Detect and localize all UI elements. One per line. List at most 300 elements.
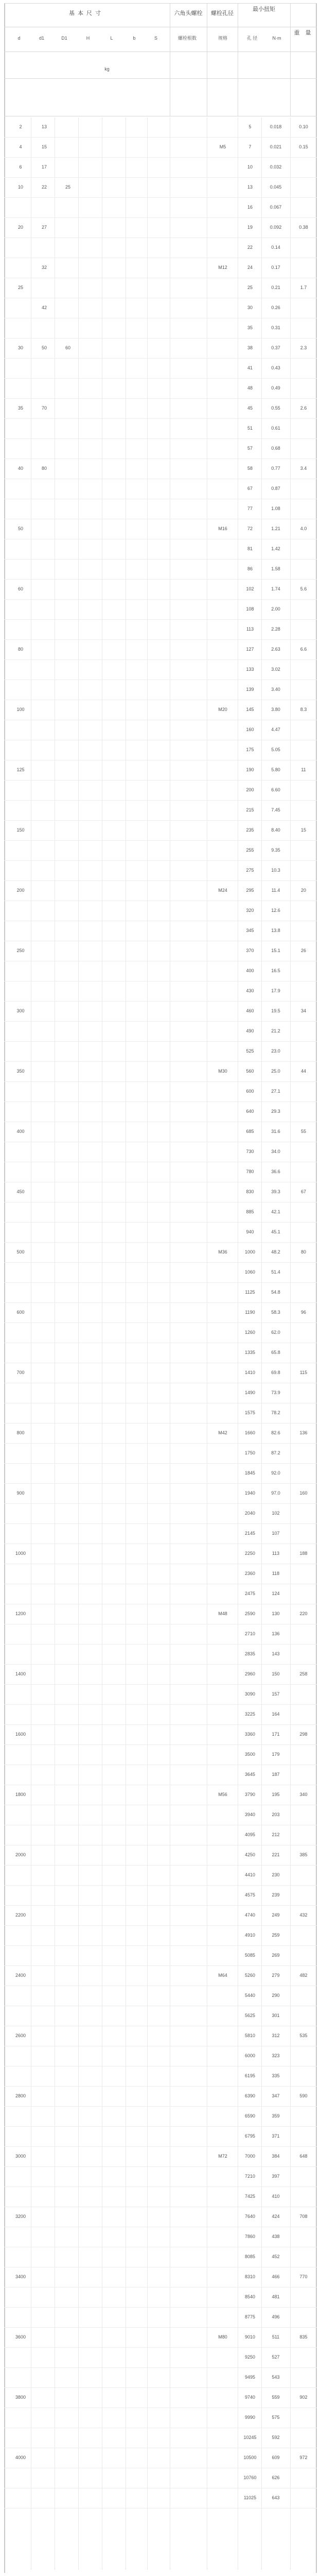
cell-f: 8310 [244, 2274, 256, 2279]
cell-tq: 0.61 [271, 426, 280, 431]
table-row [4, 801, 317, 821]
table-row [4, 1202, 317, 1223]
cell-tq: 34.0 [271, 1149, 280, 1154]
cell-f: 460 [246, 1008, 254, 1013]
cell-f: 8540 [244, 2294, 256, 2299]
cell-d1: 70 [41, 405, 47, 411]
cell-tq: 29.3 [271, 1109, 280, 1114]
cell-d: 1200 [15, 1611, 26, 1616]
table-row [4, 861, 317, 881]
cell-f: 175 [246, 747, 254, 752]
table-row [4, 1564, 317, 1584]
table-body [4, 117, 317, 2570]
cell-d: 1600 [15, 1732, 26, 1737]
cell-w: 26 [300, 948, 306, 953]
cell-f: 400 [246, 968, 254, 973]
cell-f: 9740 [244, 2395, 256, 2400]
cell-D1: 60 [65, 345, 70, 350]
cell-tq: 25.0 [271, 1069, 280, 1074]
cell-f: 3225 [244, 1711, 256, 1717]
cell-w: 67 [300, 1189, 306, 1194]
cell-tq: 312 [272, 2033, 280, 2038]
cell-tq: 45.1 [271, 1229, 280, 1234]
cell-f: 4250 [244, 1852, 256, 1857]
cell-spec: M56 [218, 1792, 227, 1797]
cell-d1: 13 [41, 124, 47, 129]
col-label-S: S [154, 36, 157, 41]
cell-f: 1845 [244, 1470, 256, 1476]
table-row [4, 178, 317, 198]
cell-f: 139 [246, 687, 254, 692]
table-row [4, 539, 317, 560]
cell-f: 6195 [244, 2073, 256, 2078]
cell-w: 258 [299, 1671, 308, 1676]
cell-f: 9010 [244, 2334, 256, 2340]
table-row [4, 1464, 317, 1484]
cell-f: 295 [246, 888, 254, 893]
table-row [4, 399, 317, 419]
cell-f: 1660 [244, 1430, 256, 1435]
cell-tq: 10.3 [271, 868, 280, 873]
cell-d: 1000 [15, 1551, 26, 1556]
cell-tq: 124 [272, 1591, 280, 1596]
cell-tq: 543 [272, 2375, 280, 2380]
cell-d1: 22 [41, 184, 47, 190]
force-label-spec: 规格 [218, 36, 227, 41]
cell-tq: 17.9 [271, 988, 280, 993]
cell-tq: 15.1 [271, 948, 280, 953]
table-row [4, 720, 317, 740]
cell-tq: 643 [272, 2495, 280, 2500]
cell-tq: 136 [272, 1631, 280, 1636]
cell-tq: 179 [272, 1752, 280, 1757]
cell-f: 4095 [244, 1832, 256, 1837]
cell-f: 2250 [244, 1551, 256, 1556]
table-row [4, 379, 317, 399]
cell-d: 300 [16, 1008, 25, 1013]
cell-tq: 7.45 [271, 807, 280, 812]
table-row [4, 1886, 317, 1906]
cell-f: 5810 [244, 2033, 256, 2038]
cell-f: 3940 [244, 1812, 256, 1817]
table-row [4, 117, 317, 138]
cell-f: 16 [247, 205, 253, 210]
cell-w: 115 [299, 1370, 308, 1375]
cell-w: 5.6 [300, 586, 307, 591]
cell-tq: 0.032 [270, 164, 282, 170]
cell-d: 6 [19, 164, 22, 170]
cell-f: 9990 [244, 2415, 256, 2420]
table-row [4, 941, 317, 961]
cell-f: 1750 [244, 1450, 256, 1455]
table-row [4, 1524, 317, 1544]
cell-f: 200 [246, 787, 254, 792]
cell-f: 51 [247, 426, 253, 431]
table-row [4, 760, 317, 781]
table-row [4, 1323, 317, 1343]
header-mass: 重 量 [294, 30, 313, 36]
cell-f: 370 [246, 948, 254, 953]
cell-tq: 82.6 [271, 1430, 280, 1435]
cell-w: 298 [299, 1732, 308, 1737]
table-row [4, 1383, 317, 1403]
cell-f: 81 [247, 546, 253, 551]
table-row [4, 961, 317, 981]
cell-f: 2960 [244, 1671, 256, 1676]
cell-spec: M42 [218, 1430, 227, 1435]
cell-f: 7860 [244, 2234, 256, 2239]
cell-f: 3790 [244, 1792, 256, 1797]
cell-tq: 150 [272, 1671, 280, 1676]
table-row [4, 519, 317, 539]
cell-tq: 164 [272, 1711, 280, 1717]
cell-spec: M24 [218, 888, 227, 893]
table-row [4, 781, 317, 801]
table-row [4, 620, 317, 640]
cell-f: 730 [246, 1149, 254, 1154]
cell-tq: 0.14 [271, 245, 280, 250]
cell-tq: 0.045 [270, 184, 282, 190]
table-row [4, 2488, 317, 2509]
cell-f: 345 [246, 928, 254, 933]
cell-tq: 48.2 [271, 1249, 280, 1255]
table-row [4, 2227, 317, 2247]
table-row [4, 1223, 317, 1243]
cell-tq: 0.37 [271, 345, 280, 350]
table-row [4, 1343, 317, 1363]
header-divider-4 [290, 3, 291, 116]
cell-f: 7 [248, 144, 252, 149]
cell-d: 40 [17, 466, 23, 471]
table-row [4, 2026, 317, 2046]
cell-f: 11025 [243, 2495, 257, 2500]
cell-tq: 0.43 [271, 365, 280, 370]
table-row [4, 298, 317, 318]
cell-f: 13 [247, 184, 253, 190]
cell-tq: 62.0 [271, 1330, 280, 1335]
cell-d: 25 [17, 285, 23, 290]
cell-d: 400 [16, 1129, 25, 1134]
col-label-b: b [133, 36, 136, 41]
cell-f: 4910 [244, 1933, 256, 1938]
cell-f: 1190 [245, 1310, 255, 1315]
table-row [4, 1745, 317, 1765]
table-row [4, 1544, 317, 1564]
table-row [4, 1946, 317, 1966]
table-row [4, 1484, 317, 1504]
cell-tq: 113 [272, 1551, 280, 1556]
table-row [4, 2127, 317, 2147]
cell-d1: 50 [41, 345, 47, 350]
cell-f: 7000 [244, 2154, 256, 2159]
cell-spec: M12 [218, 265, 227, 270]
cell-tq: 466 [272, 2274, 280, 2279]
cell-f: 6000 [244, 2053, 256, 2058]
cell-d: 3800 [15, 2395, 26, 2400]
table-row [4, 1403, 317, 1423]
cell-tq: 323 [272, 2053, 280, 2058]
cell-f: 940 [246, 1229, 254, 1234]
table-row [4, 1002, 317, 1022]
table-row [4, 1062, 317, 1082]
table-row [4, 1263, 317, 1283]
table-row [4, 1805, 317, 1825]
cell-f: 35 [247, 325, 253, 330]
cell-d: 2800 [15, 2093, 26, 2098]
cell-d1: 27 [41, 225, 47, 230]
cell-tq: 107 [272, 1531, 280, 1536]
cell-f: 9250 [244, 2354, 256, 2360]
cell-f: 7640 [244, 2214, 256, 2219]
table-row [4, 1845, 317, 1866]
cell-tq: 157 [272, 1691, 280, 1697]
cell-f: 127 [246, 647, 254, 652]
cell-f: 5 [248, 124, 252, 129]
cell-f: 5440 [244, 1993, 256, 1998]
cell-tq: 371 [272, 2133, 280, 2139]
cell-tq: 23.0 [271, 1048, 280, 1054]
cell-f: 19 [247, 225, 253, 230]
cell-f: 10500 [243, 2455, 257, 2460]
table-row [4, 1042, 317, 1062]
table-row [4, 1866, 317, 1886]
cell-f: 3645 [244, 1772, 256, 1777]
table-row [4, 2388, 317, 2408]
cell-d: 35 [17, 405, 23, 411]
table-row [4, 1122, 317, 1142]
cell-tq: 0.021 [270, 144, 282, 149]
cell-f: 4740 [244, 1912, 256, 1918]
cell-d: 2400 [15, 1973, 26, 1978]
cell-tq: 39.3 [271, 1189, 280, 1194]
cell-tq: 187 [272, 1772, 280, 1777]
cell-f: 3090 [244, 1691, 256, 1697]
table-row [4, 1283, 317, 1303]
table-row [4, 1142, 317, 1162]
cell-w: 55 [300, 1129, 306, 1134]
cell-f: 24 [247, 265, 253, 270]
cell-f: 2040 [244, 1511, 256, 1516]
cell-d: 3000 [15, 2154, 26, 2159]
cell-tq: 4.47 [271, 727, 280, 732]
cell-w: 0.10 [299, 124, 308, 129]
cell-tq: 2.00 [271, 606, 280, 612]
cell-tq: 1.42 [271, 546, 280, 551]
cell-w: 20 [300, 888, 306, 893]
table-row [4, 740, 317, 760]
cell-f: 4410 [244, 1872, 256, 1877]
cell-d1: 42 [41, 305, 47, 310]
header-torque-title: 最小扭矩 [253, 6, 275, 12]
table-row [4, 1162, 317, 1182]
table-row [4, 2287, 317, 2308]
cell-tq: 1.08 [271, 506, 280, 511]
cell-f: 1410 [244, 1370, 256, 1375]
cell-w: 2.3 [300, 345, 307, 350]
cell-f: 86 [247, 566, 253, 571]
cell-d: 100 [16, 707, 25, 712]
table-row [4, 1604, 317, 1624]
force-label-hole: 孔 径 [246, 36, 258, 41]
table-row [4, 901, 317, 921]
cell-f: 6590 [244, 2113, 256, 2119]
cell-f: 1260 [244, 1330, 256, 1335]
table-row [4, 600, 317, 620]
table-row [4, 921, 317, 941]
cell-f: 235 [246, 827, 254, 833]
cell-f: 113 [246, 626, 254, 632]
cell-tq: 239 [272, 1892, 280, 1897]
cell-d: 2200 [15, 1912, 26, 1918]
header-dims: 基本尺寸 [69, 10, 104, 16]
cell-spec: M20 [218, 707, 227, 712]
cell-w: 340 [299, 1792, 308, 1797]
cell-f: 77 [247, 506, 253, 511]
col-label-d: d [17, 36, 21, 41]
cell-f: 4575 [244, 1892, 256, 1897]
cell-spec: M36 [218, 1249, 227, 1255]
table-row [4, 258, 317, 278]
cell-f: 57 [247, 446, 253, 451]
cell-tq: 78.2 [271, 1410, 280, 1415]
cell-f: 10245 [243, 2435, 257, 2440]
table-row [4, 1102, 317, 1122]
cell-tq: 230 [272, 1872, 280, 1877]
cell-f: 67 [247, 486, 253, 491]
cell-tq: 27.1 [271, 1089, 280, 1094]
table-row [4, 1363, 317, 1383]
cell-w: 8.3 [300, 707, 307, 712]
cell-tq: 195 [272, 1792, 280, 1797]
cell-f: 1060 [244, 1269, 256, 1275]
cell-f: 160 [246, 727, 254, 732]
cell-f: 45 [247, 405, 253, 411]
cell-tq: 575 [272, 2415, 280, 2420]
cell-f: 72 [247, 526, 253, 531]
cell-f: 685 [246, 1129, 254, 1134]
table-row [4, 2247, 317, 2267]
cell-f: 10760 [243, 2475, 257, 2480]
cell-d1: 32 [41, 265, 47, 270]
cell-tq: 279 [272, 1973, 280, 1978]
cell-tq: 609 [272, 2455, 280, 2460]
cell-w: 432 [299, 1912, 308, 1918]
cell-f: 2710 [244, 1631, 256, 1636]
cell-f: 190 [246, 767, 254, 772]
table-row [4, 158, 317, 178]
cell-tq: 384 [272, 2154, 280, 2159]
table-row [4, 580, 317, 600]
cell-tq: 54.8 [271, 1290, 280, 1295]
cell-f: 640 [246, 1109, 254, 1114]
cell-tq: 73.9 [271, 1390, 280, 1395]
cell-tq: 143 [272, 1651, 280, 1656]
cell-d: 450 [16, 1189, 25, 1194]
table-row [4, 318, 317, 338]
cell-d: 1800 [15, 1792, 26, 1797]
table-row [4, 1986, 317, 2006]
table-row [4, 1423, 317, 1444]
cell-tq: 0.17 [271, 265, 280, 270]
table-row [4, 1906, 317, 1926]
cell-w: 4.0 [300, 526, 307, 531]
cell-tq: 2.28 [271, 626, 280, 632]
cell-tq: 0.26 [271, 305, 280, 310]
cell-spec: M30 [218, 1069, 227, 1074]
cell-tq: 36.6 [271, 1169, 280, 1174]
cell-tq: 0.067 [270, 205, 282, 210]
cell-tq: 51.4 [271, 1269, 280, 1275]
cell-tq: 259 [272, 1933, 280, 1938]
cell-tq: 592 [272, 2435, 280, 2440]
table-row [4, 1624, 317, 1645]
cell-tq: 335 [272, 2073, 280, 2078]
cell-f: 145 [246, 707, 254, 712]
table-row [4, 2468, 317, 2488]
cell-tq: 481 [272, 2294, 280, 2299]
cell-f: 58 [247, 466, 253, 471]
table-row [4, 1584, 317, 1604]
table-row [4, 1182, 317, 1202]
cell-d: 150 [16, 827, 25, 833]
cell-f: 7210 [244, 2174, 256, 2179]
cell-w: 34 [300, 1008, 306, 1013]
col-label-D1: D1 [61, 36, 67, 41]
table-row [4, 198, 317, 218]
cell-spec: M48 [218, 1611, 227, 1616]
cell-tq: 527 [272, 2354, 280, 2360]
table-row [4, 1926, 317, 1946]
table-row [4, 841, 317, 861]
cell-d: 125 [16, 767, 25, 772]
cell-tq: 452 [272, 2254, 280, 2259]
cell-w: 1.7 [300, 285, 307, 290]
cell-f: 5260 [244, 1973, 256, 1978]
cell-tq: 21.2 [271, 1028, 280, 1033]
table-row [4, 218, 317, 238]
cell-w: 6.6 [300, 647, 307, 652]
cell-tq: 301 [272, 2013, 280, 2018]
table-header [4, 3, 317, 116]
cell-f: 48 [247, 385, 253, 391]
cell-f: 2835 [244, 1651, 256, 1656]
cell-d: 80 [17, 647, 23, 652]
force-label-count: 螺栓根数 [177, 36, 197, 41]
col-label-L: L [110, 36, 113, 41]
table-row [4, 821, 317, 841]
unit-kg: kg [104, 66, 110, 72]
cell-tq: 3.40 [271, 687, 280, 692]
cell-tq: 0.77 [271, 466, 280, 471]
cell-w: 385 [299, 1852, 308, 1857]
cell-w: 80 [300, 1249, 306, 1255]
cell-tq: 13.8 [271, 928, 280, 933]
cell-w: 902 [299, 2395, 308, 2400]
cell-spec: M5 [219, 144, 226, 149]
cell-w: 835 [299, 2334, 308, 2340]
cell-tq: 0.87 [271, 486, 280, 491]
cell-tq: 16.5 [271, 968, 280, 973]
cell-f: 600 [246, 1089, 254, 1094]
table-row [4, 2066, 317, 2087]
cell-f: 108 [246, 606, 254, 612]
cell-spec: M16 [218, 526, 227, 531]
cell-d: 3400 [15, 2274, 26, 2279]
table-row [4, 338, 317, 359]
cell-tq: 97.0 [271, 1490, 280, 1496]
cell-f: 3360 [244, 1732, 256, 1737]
table-row [4, 2006, 317, 2026]
